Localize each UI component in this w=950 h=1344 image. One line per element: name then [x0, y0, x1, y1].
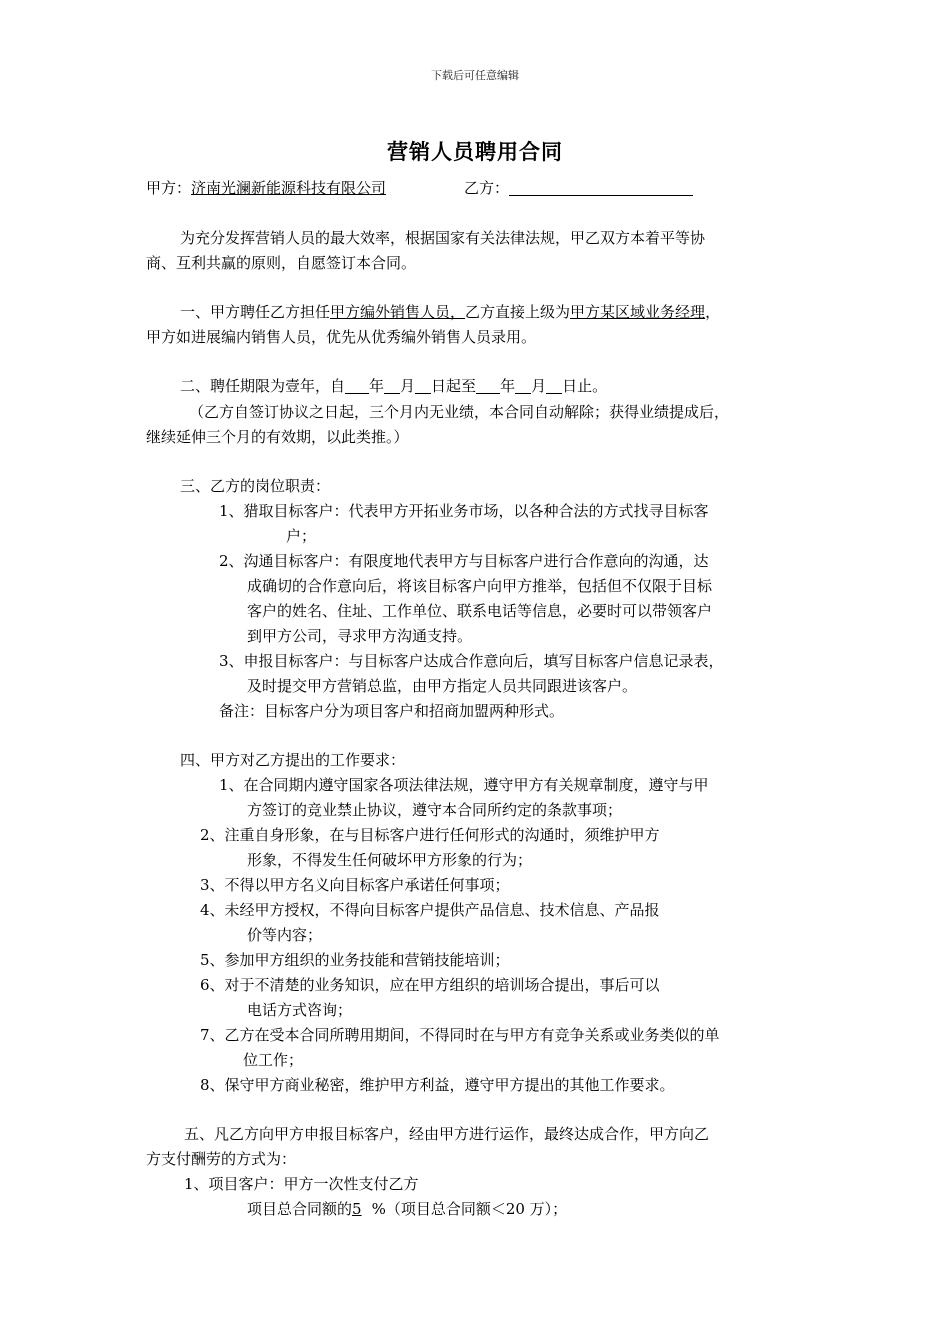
- parties-line: [146, 178, 386, 198]
- position-title: 甲方编外销售人员，: [330, 303, 466, 321]
- section-2-text: 二、聘任期限为壹年，自: [180, 377, 346, 395]
- section-5-line: 五、凡乙方向甲方申报目标客户，经由甲方进行运作，最终达成合作，甲方向乙: [184, 1125, 710, 1143]
- section-3-line: 及时提交甲方营销总监，由甲方指定人员共同跟进该客户。: [247, 677, 638, 695]
- section-4-line: 8、保守甲方商业秘密，维护甲方利益，遵守甲方提出的其他工作要求。: [200, 1076, 675, 1094]
- download-note: 下载后可任意编辑: [431, 69, 519, 82]
- section-2-text: 月: [400, 377, 416, 395]
- section-4-line: 6、对于不清楚的业务知识，应在甲方组织的培训场合提出，事后可以: [200, 976, 660, 994]
- section-5-rate-line: [247, 1199, 567, 1219]
- section-4-line: 位工作；: [243, 1051, 304, 1069]
- rate-text: 项目总合同额的: [247, 1200, 353, 1218]
- section-4-line: 形象，不得发生任何破坏甲方形象的行为；: [247, 851, 533, 869]
- section-2-note: （乙方自签订协议之日起，三个月内无业绩，本合同自动解除；获得业绩提成后，: [189, 403, 730, 421]
- year-blank: [476, 377, 500, 394]
- section-4-line: 1、在合同期内遵守国家各项法律法规，遵守甲方有关规章制度，遵守与甲: [219, 776, 709, 794]
- section-4-line: 3、不得以甲方名义向目标客户承诺任何事项；: [200, 876, 510, 894]
- section-3-line: 到甲方公司，寻求甲方沟通支持。: [247, 627, 473, 645]
- section-2-note: 继续延伸三个月的有效期，以此类推。）: [146, 428, 409, 446]
- supervisor-title: 甲方某区域业务经理: [570, 303, 706, 321]
- section-5-item: 1、项目客户：甲方一次性支付乙方: [184, 1175, 419, 1193]
- party-b-line: [464, 178, 693, 198]
- section-3-remark: 备注：目标客户分为项目客户和招商加盟两种形式。: [219, 702, 565, 720]
- section-4-line: 4、未经甲方授权，不得向目标客户提供产品信息、技术信息、产品报: [200, 901, 660, 919]
- section-2-text: 年: [369, 377, 385, 395]
- party-a-label: 甲方：: [146, 179, 192, 197]
- day-blank: [546, 377, 562, 394]
- section-4-line: 5、参加甲方组织的业务技能和营销技能培训；: [200, 951, 510, 969]
- section-2-text: 月: [531, 377, 547, 395]
- intro-line: 为充分发挥营销人员的最大效率，根据国家有关法律法规，甲乙双方本着平等协: [180, 229, 706, 247]
- month-blank: [384, 377, 400, 394]
- section-3-line: 成确切的合作意向后，将该目标客户向甲方推举，包括但不仅限于目标: [247, 577, 713, 595]
- section-5-line: 方支付酬劳的方式为：: [146, 1150, 297, 1168]
- rate-text: %（项目总合同额＜20 万）；: [371, 1200, 568, 1218]
- section-3-line: 户；: [286, 527, 317, 545]
- party-a-name: 济南光澜新能源科技有限公司: [191, 179, 387, 197]
- section-4-line: 2、注重自身形象，在与目标客户进行任何形式的沟通时，须维护甲方: [200, 826, 660, 844]
- section-2-text: 年: [500, 377, 516, 395]
- year-blank: [345, 377, 369, 394]
- section-3-line: 3、申报目标客户：与目标客户达成合作意向后，填写目标客户信息记录表，: [219, 652, 724, 670]
- section-4-line: 价等内容；: [247, 926, 323, 944]
- section-3-heading: 三、乙方的岗位职责：: [180, 477, 331, 495]
- section-4-heading: 四、甲方对乙方提出的工作要求：: [180, 751, 406, 769]
- section-3-line: 1、猎取目标客户：代表甲方开拓业务市场，以各种合法的方式找寻目标客: [219, 502, 709, 520]
- party-b-label: 乙方：: [464, 179, 510, 197]
- party-b-blank: [509, 179, 693, 196]
- section-4-line: 方签订的竞业禁止协议，遵守本合同所约定的条款事项；: [247, 801, 623, 819]
- section-1-line: [180, 302, 720, 322]
- month-blank: [515, 377, 531, 394]
- intro-line: 商、互利共赢的原则，自愿签订本合同。: [146, 254, 417, 272]
- section-1-text: 乙方直接上级为: [465, 303, 571, 321]
- commission-rate: 5: [352, 1200, 362, 1218]
- section-2-term-line: [180, 376, 607, 396]
- section-1-text: ，: [705, 303, 721, 321]
- section-3-line: 2、沟通目标客户：有限度地代表甲方与目标客户进行合作意向的沟通，达: [219, 552, 709, 570]
- section-4-line: 电话方式咨询；: [247, 1001, 353, 1019]
- section-3-line: 客户的姓名、住址、工作单位、联系电话等信息，必要时可以带领客户: [247, 602, 713, 620]
- section-4-line: 7、乙方在受本合同所聘用期间，不得同时在与甲方有竞争关系或业务类似的单: [200, 1026, 720, 1044]
- section-2-text: 日起至: [431, 377, 477, 395]
- section-1-text: 一、甲方聘任乙方担任: [180, 303, 331, 321]
- day-blank: [415, 377, 431, 394]
- page-title: 营销人员聘用合同: [387, 139, 563, 164]
- section-1-line: 甲方如进展编内销售人员，优先从优秀编外销售人员录用。: [146, 328, 537, 346]
- section-2-text: 日止。: [562, 377, 608, 395]
